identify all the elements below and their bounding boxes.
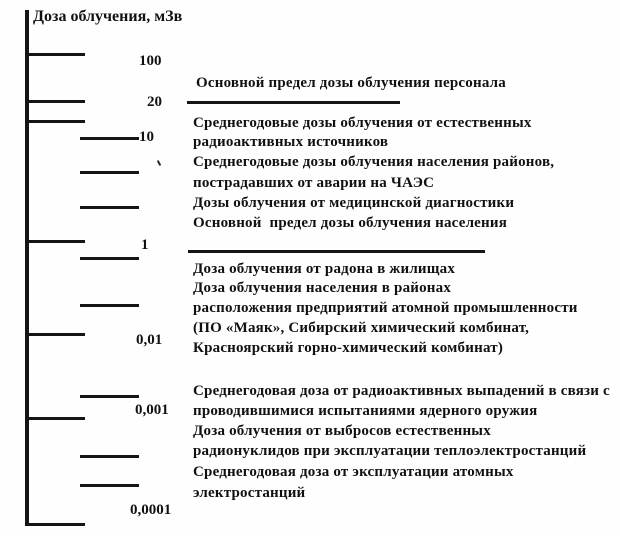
axis-tick-0-01: [26, 333, 85, 336]
item-dash-atomic-industry: [80, 304, 139, 307]
annotation-personnel-limit: Основной предел дозы облучения персонала: [196, 75, 506, 91]
axis-label-1: 1: [141, 237, 149, 253]
item-dash-chernobyl-regions: [80, 171, 139, 174]
item-dash-natural-sources: [80, 137, 139, 140]
annotation-population-limit: Основной предел дозы облучения населения: [193, 215, 508, 231]
axis-label-20: 20: [147, 94, 162, 110]
annotation-atomic-industry-line1: Доза облучения населения в районах: [193, 280, 452, 296]
annotation-atomic-industry-line2: расположения предприятий атомной промышленности: [193, 300, 578, 316]
annotation-medical-diagnostics: Дозы облучения от медицинской диагностики: [193, 195, 515, 211]
population-limit-rule: [188, 250, 485, 253]
annotation-thermal-power-line2: радионуклидов при эксплуатации теплоэлектростанций: [193, 443, 587, 459]
annotation-natural-sources-line2: радиоактивных источников: [193, 134, 389, 150]
axis-label-10: 10: [139, 129, 154, 145]
axis-title: Доза облучения, мЗв: [33, 8, 183, 25]
item-dash-nuclear-power: [80, 484, 139, 487]
axis-tick-10: [26, 120, 85, 123]
scan-artifact-mark: [157, 160, 162, 166]
annotation-weapons-tests-line2: проводившимися испытаниями ядерного оружия: [193, 403, 538, 419]
annotation-weapons-tests-line1: Среднегодовая доза от радиоактивных выпадений в связи с: [193, 383, 610, 399]
dose-axis-line: [25, 10, 29, 526]
annotation-chernobyl-line2: пострадавших от аварии на ЧАЭС: [193, 175, 435, 191]
axis-tick-20: [26, 100, 85, 103]
annotation-thermal-power-line1: Доза облучения от выбросов естественных: [193, 423, 491, 439]
annotation-natural-sources-line1: Среднегодовые дозы облучения от естественных: [193, 115, 532, 131]
item-dash-medical: [80, 206, 139, 209]
axis-label-0-0001: 0,0001: [130, 502, 172, 518]
item-dash-radon: [80, 257, 139, 260]
axis-tick-0-001: [26, 417, 85, 420]
axis-label-0-001: 0,001: [135, 402, 169, 418]
annotation-nuclear-power-line1: Среднегодовая доза от эксплуатации атомных: [193, 464, 514, 480]
annotation-chernobyl-line1: Среднегодовые дозы облучения населения районов,: [193, 154, 555, 170]
axis-label-100: 100: [139, 53, 162, 69]
axis-label-0-01: 0,01: [136, 332, 163, 348]
axis-tick-0-0001: [25, 523, 85, 526]
annotation-nuclear-power-line2: электростанций: [193, 485, 306, 501]
item-dash-weapons-tests: [80, 395, 139, 398]
personnel-limit-rule: [187, 101, 400, 104]
item-dash-thermal-power: [80, 455, 139, 458]
annotation-atomic-industry-line3: (ПО «Маяк», Сибирский химический комбинат,: [193, 320, 530, 336]
axis-tick-1: [26, 240, 85, 243]
axis-tick-100: [26, 53, 85, 56]
annotation-radon: Доза облучения от радона в жилищах: [193, 261, 456, 277]
annotation-atomic-industry-line4: Красноярский горно-химический комбинат): [193, 340, 504, 356]
